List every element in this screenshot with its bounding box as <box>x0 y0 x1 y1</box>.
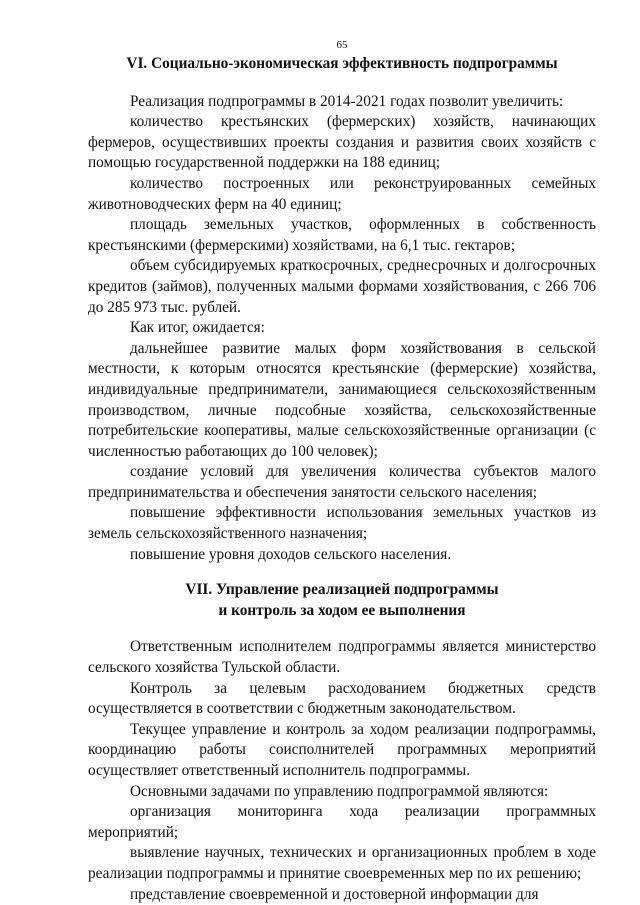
paragraph: Как итог, ожидается: <box>130 319 265 337</box>
paragraph: организация мониторинга хода реализации программных мероприятий; <box>88 803 596 841</box>
section-7-heading-line-2: и контроль за ходом ее выполнения <box>218 601 466 619</box>
paragraph: Контроль за целевым расходованием бюджетных средств осуществляется в соответствии с бюджетным законодательством. <box>88 679 596 718</box>
document-page <box>88 38 596 905</box>
paragraph: создание условий для увеличения количества субъектов малого предпринимательства и обеспечения занятости сельского населения; <box>88 463 596 501</box>
paragraph: повышение уровня доходов сельского населения. <box>130 545 452 563</box>
section-7-heading <box>88 580 596 621</box>
paragraph: выявление научных, технических и организационных проблем в ходе реализации подпрограммы и принятие своевременных мер по их решению; <box>88 844 596 882</box>
paragraph: дальнейшее развитие малых форм хозяйствования в сельской местности, к которым относятся крестьянские (фермерские) хозяйства, индивидуальные предприниматели, занимающиеся сельскохозяйственным производством, личные подсобные хозяйства, сельскохозяйственные потребительские кооперативы, малые сельскохозяйственные организации (с численностью работающих до 100 человек); <box>88 339 596 460</box>
page-number: 65 <box>336 39 348 51</box>
paragraph: повышение эффективности использования земельных участков из земель сельскохозяйственного назначения; <box>88 504 596 543</box>
paragraph: представление своевременной и достоверной информации для <box>130 885 539 903</box>
section-7-heading-line-1: VII. Управление реализацией подпрограммы <box>185 581 499 599</box>
section-6-body <box>88 92 596 566</box>
section-6-heading: VI. Социально-экономическая эффективность подпрограммы <box>126 55 558 72</box>
paragraph: количество построенных или реконструированных семейных животноводческих ферм на 40 единиц; <box>88 174 596 213</box>
paragraph: площадь земельных участков, оформленных в собственность крестьянскими (фермерскими) хозяйствами, на 6,1 тыс. гектаров; <box>88 216 596 254</box>
paragraph: количество крестьянских (фермерских) хозяйств, начинающих фермеров, осуществивших проекты создания и развития своих хозяйств с помощью государственной поддержки на 188 единиц; <box>88 113 596 172</box>
paragraph: Реализация подпрограммы в 2014-2021 годах позволит увеличить: <box>130 92 564 110</box>
paragraph: Ответственным исполнителем подпрограммы является министерство сельского хозяйства Тульской области. <box>88 638 596 677</box>
paragraph: Текущее управление и контроль за ходом реализации подпрограммы, координацию работы соисполнителей программных мероприятий осуществляет ответственный исполнитель подпрограммы. <box>88 720 596 779</box>
section-7-body <box>88 637 596 905</box>
paragraph: Основными задачами по управлению подпрограммой являются: <box>130 782 549 800</box>
paragraph: объем субсидируемых краткосрочных, среднесрочных и долгосрочных кредитов (займов), полученных малыми формами хозяйствования, с 266 706 до 285 973 тыс. рублей. <box>88 257 596 316</box>
